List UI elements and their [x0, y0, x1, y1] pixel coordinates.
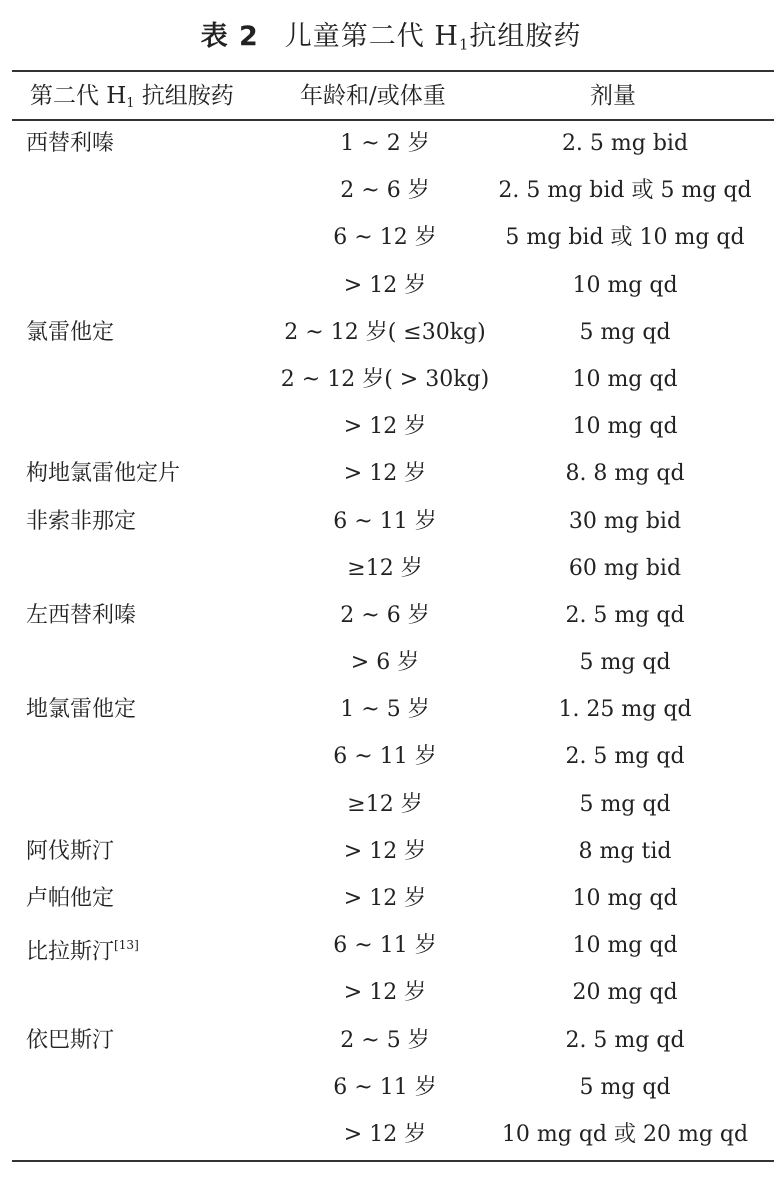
drug-name: 比拉斯汀	[26, 939, 115, 965]
drug-name: 卢帕他定	[26, 886, 115, 911]
cell-drug	[26, 309, 114, 356]
cell-drug	[26, 592, 136, 639]
table-row	[0, 733, 782, 780]
cell-age: > 12 岁	[343, 414, 427, 440]
table-row	[0, 545, 782, 592]
cell-age: 2 ~ 12 岁( ≤30kg)	[284, 319, 486, 345]
table-row	[0, 262, 782, 309]
cell-age: > 12 岁	[343, 886, 427, 911]
top-rule	[12, 70, 774, 72]
cell-age: 6 ~ 11 岁	[333, 508, 437, 534]
cell-dose: 10 mg qd	[572, 272, 678, 298]
cell-dose: 10 mg qd	[572, 933, 678, 959]
cell-drug	[26, 686, 136, 733]
cell-age: 6 ~ 11 岁	[333, 744, 437, 770]
table-row	[0, 781, 782, 828]
table-row	[0, 1111, 782, 1158]
cell-age: > 12 岁	[343, 980, 427, 1006]
cell-age: 2 ~ 5 岁	[340, 1027, 430, 1053]
drug-name: 非索非那定	[26, 508, 137, 534]
table-row	[0, 356, 782, 403]
table-row	[0, 875, 782, 922]
table-row	[0, 686, 782, 733]
cell-dose: 5 mg bid 或 10 mg qd	[505, 225, 745, 251]
table-row	[0, 1064, 782, 1111]
cell-age: ≥12 岁	[347, 791, 423, 817]
cell-dose: 10 mg qd	[572, 366, 678, 392]
table-title-subscript: 1	[458, 35, 470, 54]
bottom-rule	[12, 1160, 774, 1162]
cell-age: 6 ~ 12 岁	[333, 225, 437, 251]
table-body	[0, 120, 782, 1158]
header-drug-text: 第二代 H	[30, 83, 127, 109]
cell-dose: 10 mg qd	[572, 414, 678, 440]
cell-dose: 5 mg qd	[579, 319, 671, 345]
table-title-text: 儿童第二代 H	[284, 21, 459, 52]
cell-dose: 10 mg qd	[572, 886, 678, 911]
cell-drug	[26, 922, 139, 969]
cell-age: 2 ~ 6 岁	[340, 602, 430, 628]
cell-dose: 60 mg bid	[568, 555, 682, 581]
drug-name: 地氯雷他定	[26, 697, 137, 723]
cell-age: > 6 岁	[350, 650, 420, 676]
table-row	[0, 639, 782, 686]
cell-dose: 5 mg qd	[579, 650, 671, 676]
header-dose: 剂量	[590, 83, 636, 109]
table-number: 表 2	[200, 21, 259, 52]
cell-dose: 1. 25 mg qd	[558, 697, 692, 723]
cell-dose: 2. 5 mg bid	[561, 131, 689, 156]
citation-ref: [13]	[114, 938, 139, 953]
header-age: 年龄和/或体重	[300, 83, 446, 109]
cell-dose: 8. 8 mg qd	[565, 461, 685, 487]
cell-dose: 8 mg tid	[578, 838, 672, 864]
drug-name: 枸地氯雷他定片	[26, 461, 181, 487]
cell-dose: 10 mg qd 或 20 mg qd	[501, 1121, 749, 1147]
table-caption	[0, 14, 782, 53]
cell-dose: 2. 5 mg qd	[565, 602, 685, 628]
header-drug-suffix: 抗组胺药	[134, 83, 234, 109]
cell-age: 2 ~ 12 岁( > 30kg)	[280, 366, 490, 392]
cell-drug	[26, 498, 136, 545]
cell-dose: 2. 5 mg qd	[565, 744, 685, 770]
drug-name: 左西替利嗪	[26, 602, 137, 628]
cell-dose: 30 mg bid	[568, 508, 682, 534]
table-row	[0, 309, 782, 356]
table-row	[0, 214, 782, 261]
cell-age: > 12 岁	[343, 272, 427, 298]
cell-dose: 5 mg qd	[579, 791, 671, 817]
drug-name: 依巴斯汀	[26, 1027, 115, 1053]
table-title	[285, 21, 582, 52]
header-drug-subscript: 1	[126, 94, 135, 110]
table-row	[0, 450, 782, 497]
cell-drug	[26, 828, 114, 875]
cell-age: 6 ~ 11 岁	[333, 1074, 437, 1100]
cell-age: 1 ~ 2 岁	[340, 131, 430, 156]
table-row	[0, 403, 782, 450]
cell-age: 2 ~ 6 岁	[340, 178, 430, 204]
cell-drug	[26, 875, 114, 922]
cell-age: ≥12 岁	[347, 555, 423, 581]
cell-age: 6 ~ 11 岁	[333, 933, 437, 959]
cell-dose: 5 mg qd	[579, 1074, 671, 1100]
cell-dose: 2. 5 mg bid 或 5 mg qd	[498, 178, 752, 204]
cell-age: > 12 岁	[343, 461, 427, 487]
cell-drug	[26, 450, 180, 497]
table-row	[0, 922, 782, 969]
table-title-suffix: 抗组胺药	[469, 21, 582, 52]
table-row	[0, 828, 782, 875]
table-row	[0, 1017, 782, 1064]
cell-age: 1 ~ 5 岁	[340, 697, 430, 723]
table-row	[0, 498, 782, 545]
cell-dose: 20 mg qd	[572, 980, 678, 1006]
cell-age: > 12 岁	[343, 1121, 427, 1147]
cell-dose: 2. 5 mg qd	[565, 1027, 685, 1053]
table-row	[0, 969, 782, 1016]
drug-name: 氯雷他定	[26, 319, 115, 345]
drug-name: 西替利嗪	[26, 131, 115, 156]
table-row	[0, 120, 782, 167]
table-row	[0, 167, 782, 214]
drug-name: 阿伐斯汀	[26, 838, 115, 864]
table-row	[0, 592, 782, 639]
cell-drug	[26, 1017, 114, 1064]
header-drug	[30, 76, 234, 116]
cell-age: > 12 岁	[343, 838, 427, 864]
cell-drug	[26, 120, 114, 167]
